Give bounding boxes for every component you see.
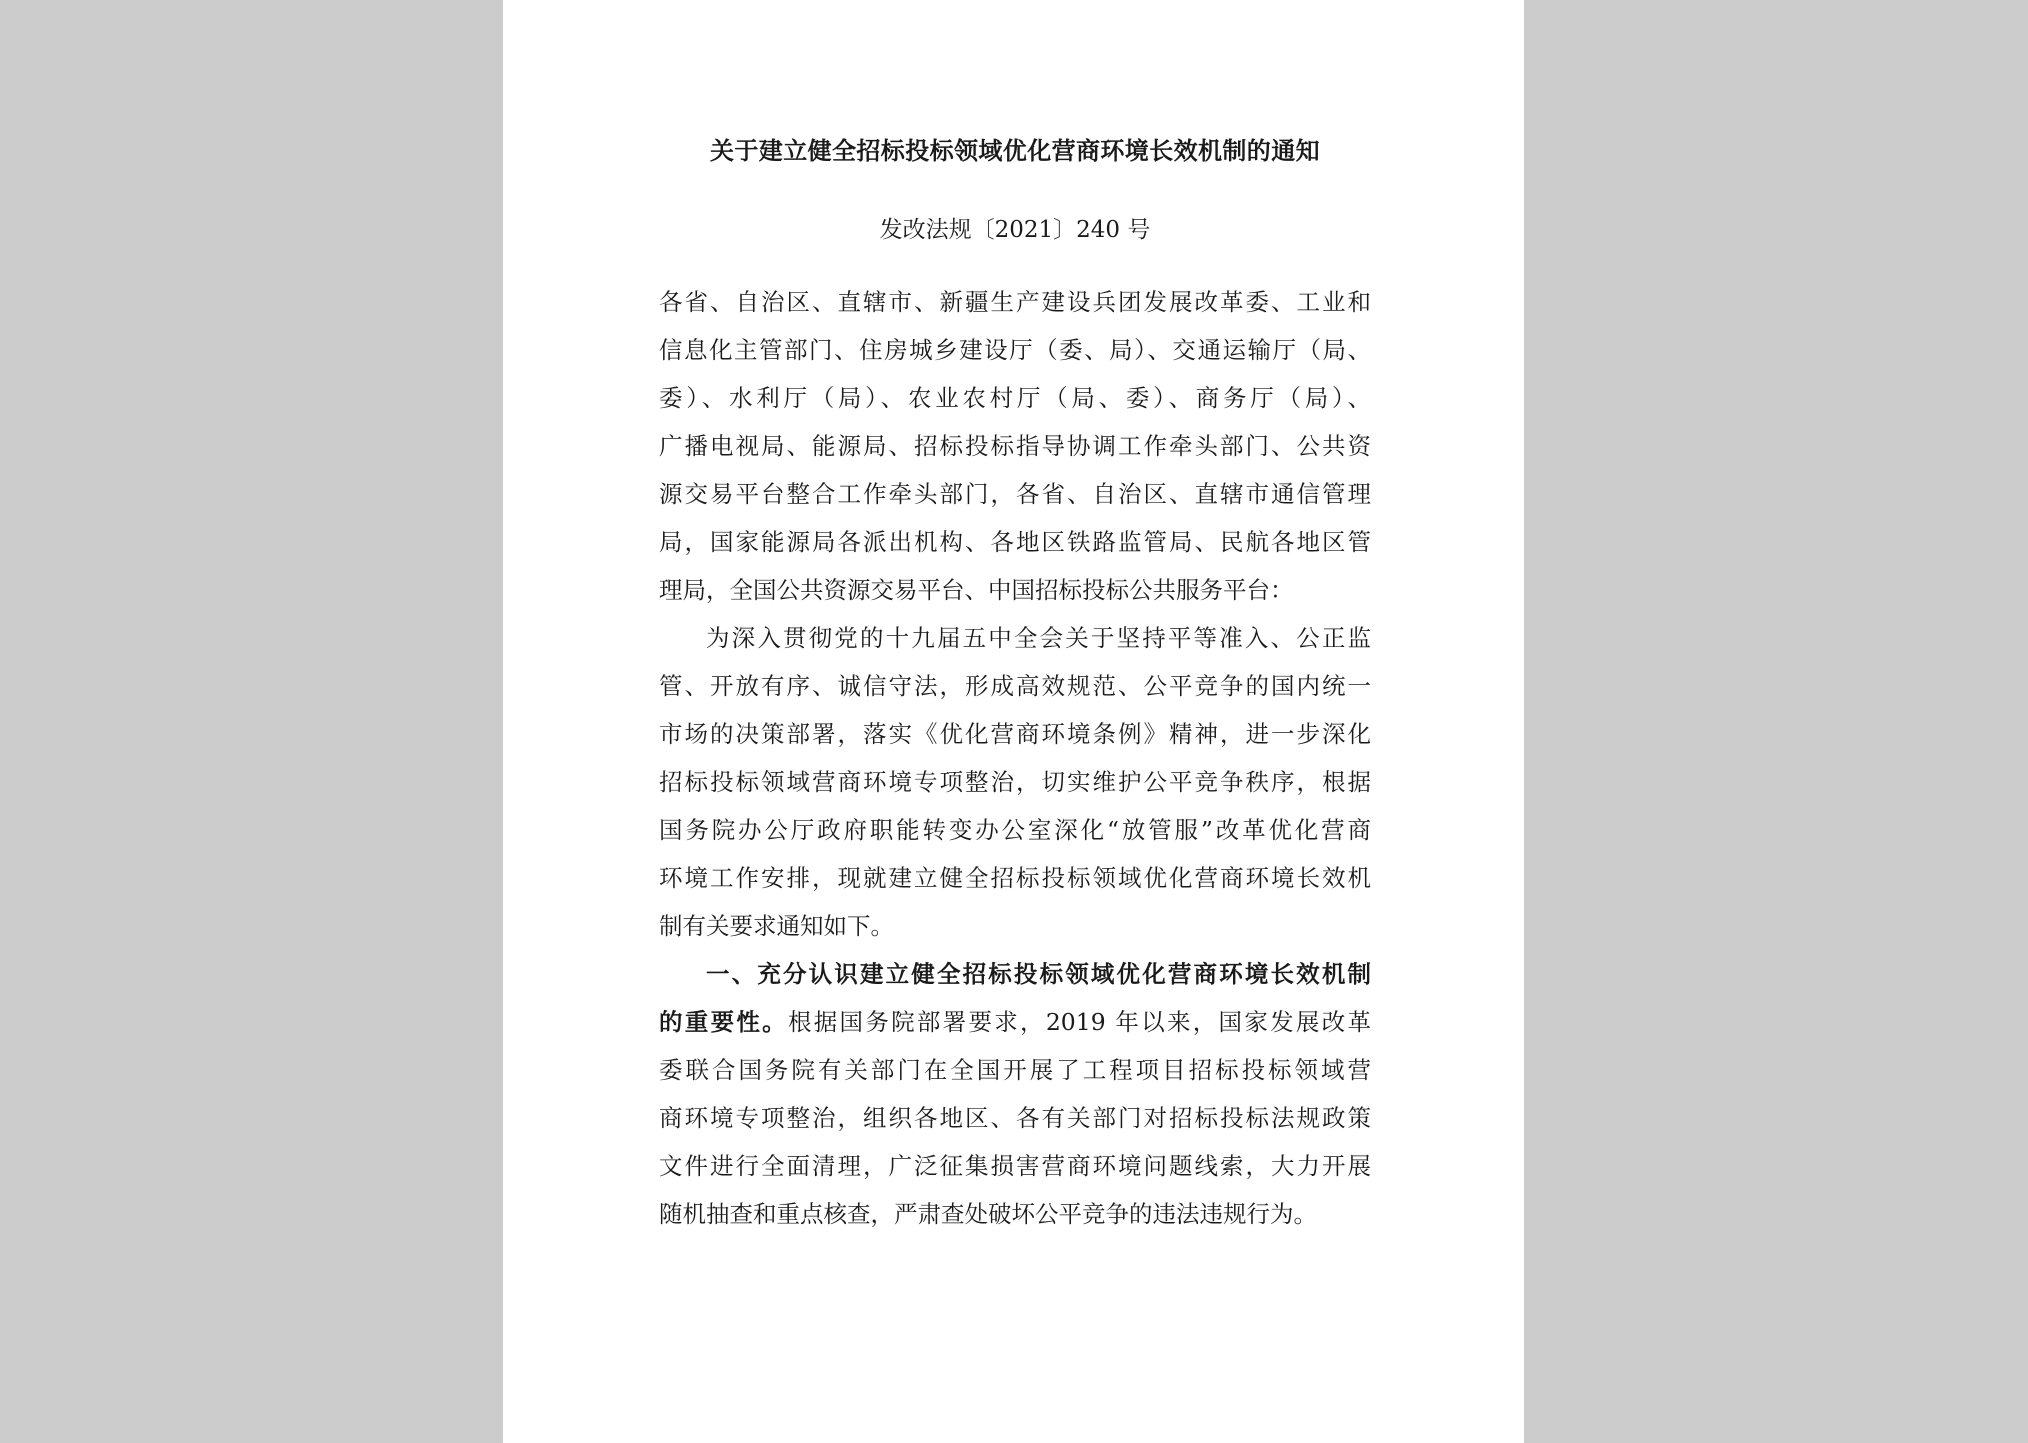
intro-line: 市场的决策部署，落实《优化营商环境条例》精神，进一步深化 [659,720,1371,748]
intro-line: 国务院办公厅政府职能转变办公室深化“放管服”改革优化营商 [659,816,1371,844]
intro-line: 招标投标领域营商环境专项整治，切实维护公平竞争秩序，根据 [659,768,1371,796]
document-page [503,0,1524,1443]
section-1-text: 根据国务院部署要求，2019 年以来，国家发展改革 [787,1008,1372,1036]
intro-line: 环境工作安排，现就建立健全招标投标领域优化营商环境长效机 [659,864,1371,892]
addressee-block [659,278,1371,614]
intro-line: 管、开放有序、诚信守法，形成高效规范、公平竞争的国内统一 [659,672,1371,700]
section-1-line: 文件进行全面清理，广泛征集损害营商环境问题线索，大力开展 [659,1152,1371,1180]
addressee-line: 广播电视局、能源局、招标投标指导协调工作牵头部门、公共资 [659,432,1371,460]
document-number: 发改法规〔2021〕240 号 [879,217,1151,243]
document-title: 关于建立健全招标投标领域优化营商环境长效机制的通知 [710,136,1320,165]
section-1 [659,950,1371,1238]
intro-line: 制有关要求通知如下。 [659,912,894,940]
addressee-line: 各省、自治区、直辖市、新疆生产建设兵团发展改革委、工业和 [659,288,1371,316]
section-1-heading-end: 的重要性。 [659,1008,788,1036]
addressee-line: 信息化主管部门、住房城乡建设厅（委、局）、交通运输厅（局、 [659,336,1371,364]
section-1-line [659,998,1371,1046]
section-1-line: 商环境专项整治，组织各地区、各有关部门对招标投标法规政策 [659,1104,1371,1132]
addressee-line: 源交易平台整合工作牵头部门，各省、自治区、直辖市通信管理 [659,480,1371,508]
section-1-heading: 一、充分认识建立健全招标投标领域优化营商环境长效机制 [706,960,1371,988]
document-body [659,278,1371,1238]
page-content [659,130,1371,1238]
intro-paragraph [659,614,1371,950]
section-1-line: 随机抽查和重点核查，严肃查处破坏公平竞争的违法违规行为。 [659,1200,1317,1228]
section-1-line: 委联合国务院有关部门在全国开展了工程项目招标投标领域营 [659,1056,1371,1084]
addressee-line: 委）、水利厅（局）、农业农村厅（局、委）、商务厅（局）、 [659,384,1371,412]
intro-line: 为深入贯彻党的十九届五中全会关于坚持平等准入、公正监 [706,624,1371,652]
addressee-line: 局，国家能源局各派出机构、各地区铁路监管局、民航各地区管 [659,528,1371,556]
addressee-line: 理局，全国公共资源交易平台、中国招标投标公共服务平台： [659,576,1294,604]
